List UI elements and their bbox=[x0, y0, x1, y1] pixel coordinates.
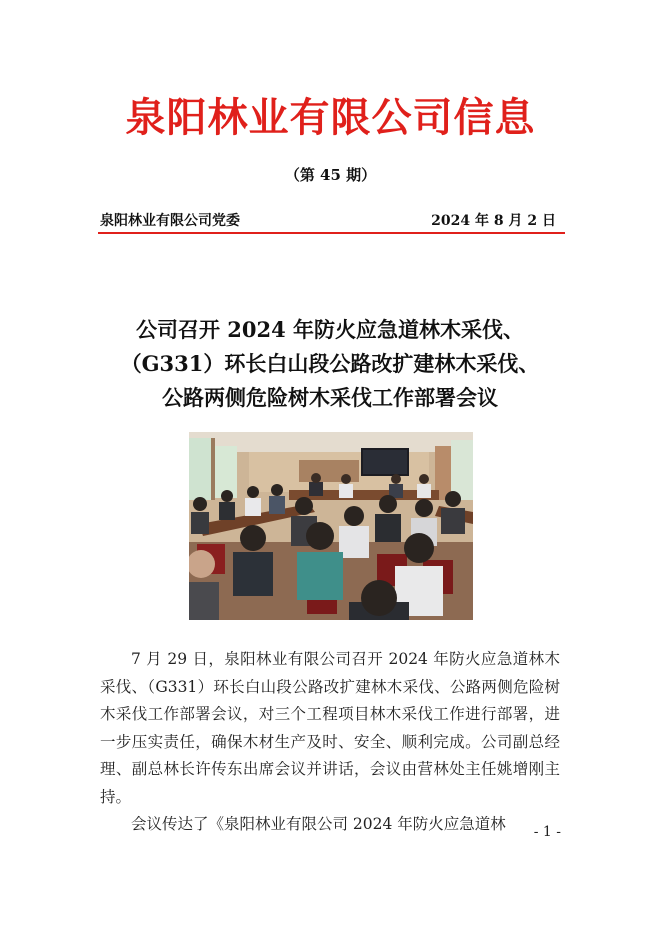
page-number: - 1 - bbox=[533, 824, 561, 840]
issue-date: 2024 年 8 月 2 日 bbox=[431, 213, 556, 229]
issuing-organization: 泉阳林业有限公司党委 bbox=[100, 213, 240, 229]
headline-line: （G331）环长白山段公路改扩建林木采伐、 bbox=[120, 351, 540, 376]
headline-line: 公路两侧危险树木采伐工作部署会议 bbox=[162, 385, 498, 410]
article-body bbox=[100, 646, 560, 839]
article-headline bbox=[90, 313, 570, 415]
masthead-divider bbox=[98, 232, 565, 234]
article-paragraph: 7 月 29 日，泉阳林业有限公司召开 2024 年防火应急道林木采伐、（G331）环长白山段公路改扩建林木采伐、公路两侧危险树木采伐工作部署会议，对三个工程项目林木采伐工作进行部署，进一步压实责任，确保木材生产及时、安全、顺利完成。公司副总经理、副总林长许传东出席会议并讲话，会议由营林处主任姚增刚主持。 bbox=[100, 650, 560, 806]
headline-line: 公司召开 2024 年防火应急道林木采伐、 bbox=[135, 317, 525, 342]
issue-number: （第 45 期） bbox=[284, 166, 377, 184]
publication-title: 泉阳林业有限公司信息 bbox=[125, 94, 536, 141]
meeting-photo bbox=[189, 432, 473, 620]
article-paragraph: 会议传达了《泉阳林业有限公司 2024 年防火应急道林 bbox=[131, 815, 506, 833]
